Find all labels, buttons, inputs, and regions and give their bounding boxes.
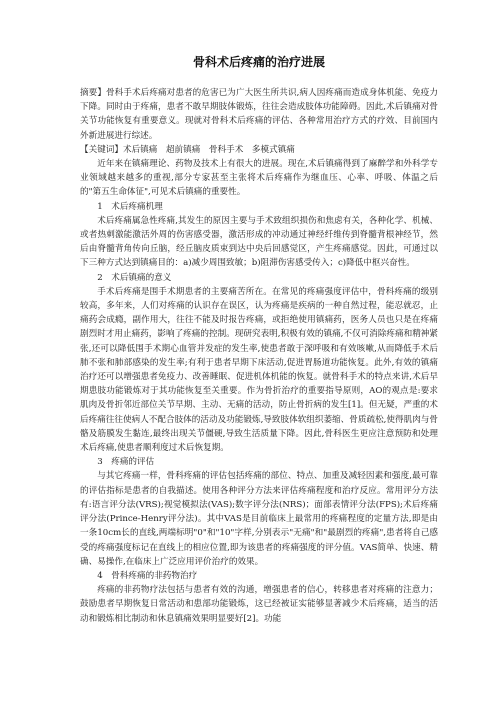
section-heading-2: 2 术后镇痛的意义 xyxy=(97,272,172,283)
section-paragraph-4: 疼痛的非药物疗法包括与患者有效的沟通，增强患者的信心，转移患者对疼痛的注意力；鼓励患者早期恢复日常活动和患部功能锻炼，这已经被证实能够显著减少术后疼痛，适当的活动和锻炼相比制动和休息镇痛效果明显要好[2]。功能 xyxy=(80,585,438,624)
section-heading-4: 4 骨科疼痛的非药物治疗 xyxy=(97,570,198,581)
keywords-line: 【关键词】术后镇痛 超前镇痛 骨科手术 多模式镇痛 xyxy=(80,144,295,155)
section-paragraph-3: 与其它疼痛一样，骨科疼痛的评估包括疼痛的部位、特点、加重及减轻因素和强度,最可靠的评估指标是患者的自我描述。使用各种评分方法来评估疼痛程度和治疗反应。常用评分方法有:语言评分法(VRS);视觉模拟法(VAS);数字评分法(NRS)；面部表情评分法(FPS);术后疼痛评分法(Prince-Henry评分法)。其中VAS是目前临床上最常用的疼痛程度的定量方法,即是由一条10cm长的直线,两端标明"0"和"10"字样,分别表示"无痛"和"最剧烈的疼痛",患者将自己感受的疼痛强度标记在直线上的相应位置,即为该患者的疼痛强度的评分值。VAS简单、快速、精确、易操作,在临床上广泛应用评价治疗的效果。 xyxy=(80,471,438,567)
intro-paragraph: 近年来在镇痛理论、药物及技术上有很大的进展。现在,术后镇痛得到了麻醉学和外科学专业领域越来越多的重视,部分专家甚至主张将术后疼痛作为继血压、心率、呼吸、体温之后的"第五生命体征",可见术后镇痛的重要性。 xyxy=(80,159,438,198)
document-title: 骨科术后疼痛的治疗进展 xyxy=(192,55,325,69)
section-paragraph-1: 术后疼痛属急性疼痛,其发生的原因主要与手术致组织损伤和焦虑有关，各种化学、机械、或者热刺激能激活外周的伤害感受器，激活形成的冲动通过神经纤维传到脊髓背根神经节，然后由脊髓背角传向丘脑，经丘脑皮质束到达中央后回感觉区，产生疼痛感觉。因此，可通过以下三种方式达到镇痛目的：a)减少周围致敏；b)阻滞伤害感受传入；c)降低中枢兴奋性。 xyxy=(80,215,438,269)
section-paragraph-2: 手术后疼痛是围手术期患者的主要痛苦所在。在常见的疼痛强度评估中，骨科疼痛的级别较高，多年来，人们对疼痛的认识存在误区，认为疼痛是疾病的一种自然过程，能忍就忍，止痛药会成瘾，副作用大，往往不能及时报告疼痛，或拒绝使用镇痛药，医务人员也只是在疼痛剧烈时才用止痛药，影响了疼痛的控制。现研究表明,积极有效的镇痛,不仅可消除疼痛和精神紧张,还可以降低围手术期心血管并发症的发生率,使患者敢于深呼吸和有效咳嗽,从而降低手术后肺不张和肺部感染的发生率;有利于患者早期下床活动,促进胃肠道功能恢复。此外,有效的镇痛治疗还可以增强患者免疫力、改善睡眠、促进机体机能的恢复。就骨科手术的特点来讲,术后早期患肢功能锻炼对于其功能恢复至关重要。作为骨折治疗的重要指导原则，AO的观点是:要求肌肉及骨折邻近部位关节早期、主动、无痛的活动，防止骨折病的发生[1]。但无疑，严重的术后疼痛往往使病人不配合肢体的活动及功能锻炼,导致肢体软组织萎缩、骨质疏松,使得肌肉与骨骼及筋膜发生黏连,最终出现关节僵硬,导致生活质量下降。因此,骨科医生更应注意预防和处理术后疼痛,使患者顺利度过术后恢复期。 xyxy=(80,286,438,454)
section-heading-3: 3 疼痛的评估 xyxy=(97,457,155,468)
section-heading-1: 1 术后疼痛机理 xyxy=(97,201,163,212)
abstract-paragraph: 摘要】骨科手术后疼痛对患者的危害已为广大医生所共识,病人因疼痛而造成身体机能、免疫力下降。同时由于疼痛，患者不敢早期肢体锻炼，往往会造成肢体功能障碍。因此,术后镇痛对骨关节功能恢复有重要意义。现就对骨科术后疼痛的评估、各种常用治疗方式的疗效、目前国内外新进展进行综述。 xyxy=(80,88,438,141)
